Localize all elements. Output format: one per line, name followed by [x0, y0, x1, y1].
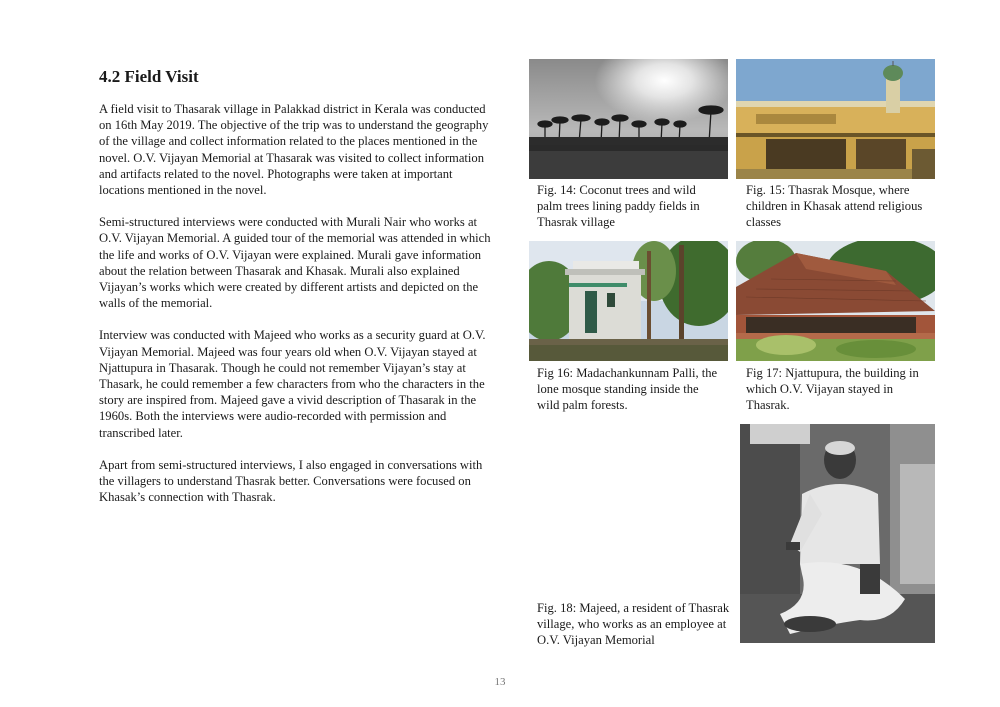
figure-15-photo	[736, 59, 935, 179]
paragraph: Semi-structured interviews were conducted with Murali Nair who works at O.V. Vijayan Memorial. A guided tour of the memorial was attended in which the life and works of O.V. Vijayan were explained. Murali gave information about the relation between Thasarak and Khasak. Murali also explained Vijayan’s works which were created by different artists and depicted on the walls of the memorial.	[99, 215, 491, 311]
paragraph: A field visit to Thasarak village in Palakkad district in Kerala was conducted on 16th May 2019. The objective of the trip was to understand the geography of the village and collect information related to the places mentioned in the novel. O.V. Vijayan Memorial at Thasarak was visited to collect information and artifacts related to the novel. Photographs were taken at important locations mentioned in the novel.	[99, 102, 489, 198]
figure-16-caption: Fig 16: Madachankunnam Palli, the lone mosque standing inside the wild palm forests.	[537, 366, 718, 413]
paragraph: Apart from semi-structured interviews, I also engaged in conversations with the villagers to understand Thasrak better. Conversations were focused on Khasak’s connection with Thasrak.	[99, 457, 483, 505]
body-text	[99, 101, 499, 521]
figure-15-caption: Fig. 15: Thasrak Mosque, where children in Khasak attend religious classes	[746, 183, 923, 230]
figure-18-caption: Fig. 18: Majeed, a resident of Thasrak village, who works as an employee at O.V. Vijayan Memorial	[537, 601, 730, 648]
section-heading: 4.2 Field Visit	[99, 67, 199, 86]
page-number: 13	[494, 676, 506, 688]
paragraph: Interview was conducted with Majeed who works as a security guard at O.V. Vijayan Memorial. Majeed was four years old when O.V. Vijayan stayed at Njattupura in Thasarak. Though he could not remember Vijayan’s stay at Thasark, he could remember a few characters from who the characters in the story are inspired from. Majeed gave a vivid description of Thasarak in the 1960s. Both the interviews were audio-recorded with permission and transcribed later.	[99, 328, 486, 440]
figure-14-photo	[529, 59, 728, 179]
figure-17-caption: Fig 17: Njattupura, the building in which O.V. Vijayan stayed in Thasrak.	[746, 366, 919, 413]
figure-16-photo	[529, 241, 728, 361]
figure-18-photo	[740, 424, 935, 643]
figure-14-caption: Fig. 14: Coconut trees and wild palm trees lining paddy fields in Thasrak village	[537, 183, 700, 230]
figure-17-photo	[736, 241, 935, 361]
